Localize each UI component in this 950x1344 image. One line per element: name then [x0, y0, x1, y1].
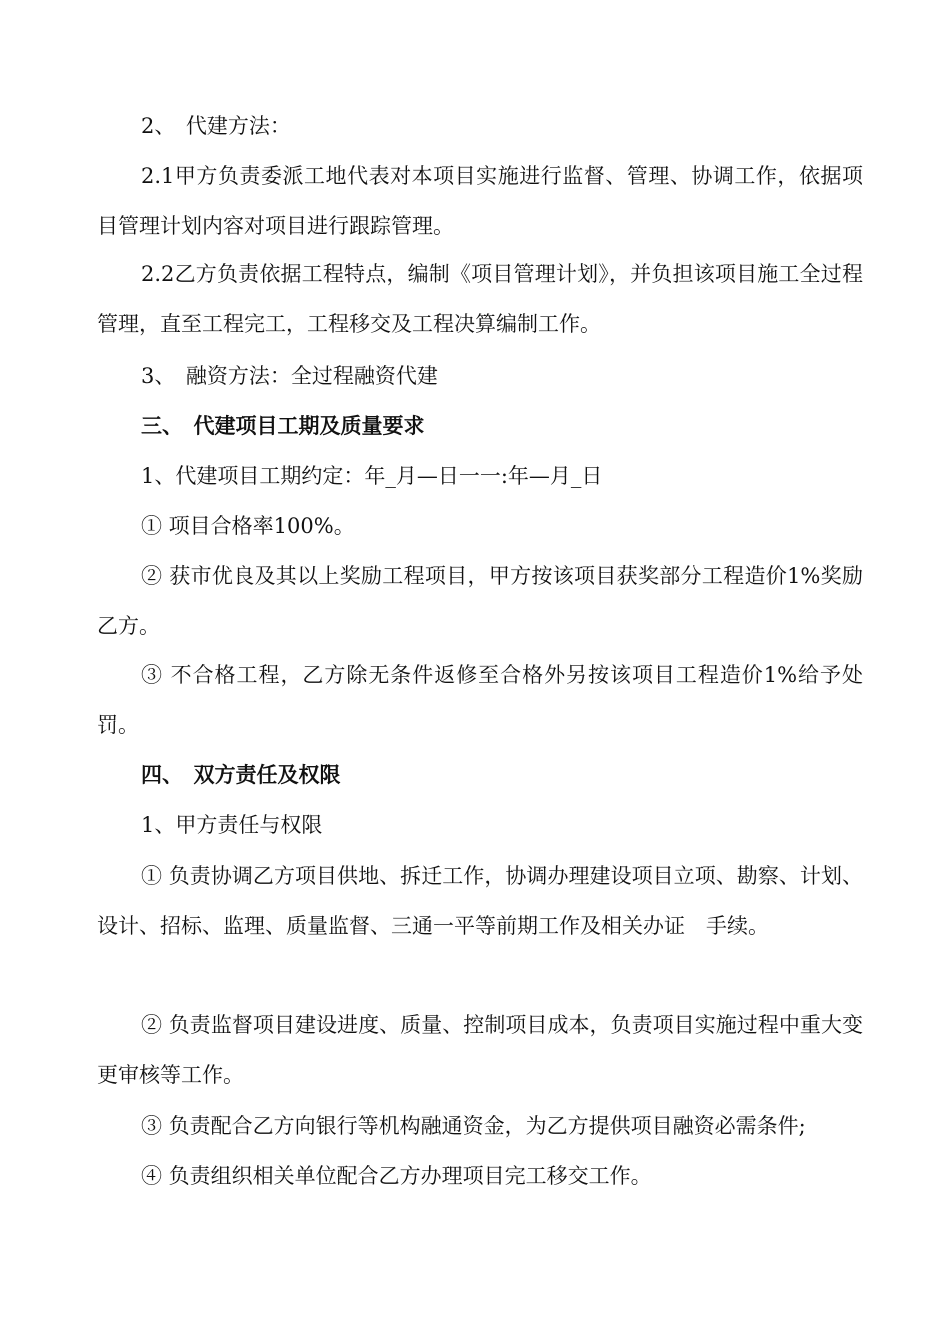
paragraph-financing-method: 3、 融资方法：全过程融资代建: [141, 364, 438, 388]
paragraph-party-a-item-3: ③ 负责配合乙方向银行等机构融通资金，为乙方提供项目融资必需条件;: [141, 1114, 806, 1138]
section-heading-3: 三、 代建项目工期及质量要求: [141, 413, 425, 438]
paragraph-method-heading: 2、 代建方法：: [141, 114, 291, 138]
paragraph-schedule: 1、代建项目工期约定：年_月—日一一:年—月_日: [141, 464, 603, 488]
paragraph-party-a-item-1: ① 负责协调乙方项目供地、拆迁工作，协调办理建设项目立项、勘察、计划、设计、招标、监理、质量监督、三通一平等前期工作及相关办证 手续。: [97, 864, 863, 938]
paragraph-party-a-item-2: ② 负责监督项目建设进度、质量、控制项目成本，负责项目实施过程中重大变更审核等工作。: [97, 1013, 863, 1087]
paragraph-pass-rate: ① 项目合格率100%。: [141, 514, 355, 538]
section-heading-4: 四、 双方责任及权限: [141, 762, 341, 787]
paragraph-2-1: 2.1甲方负责委派工地代表对本项目实施进行监督、管理、协调工作，依据项目管理计划内容对项目进行跟踪管理。: [97, 164, 863, 238]
paragraph-2-2: 2.2乙方负责依据工程特点，编制《项目管理计划》，并负担该项目施工全过程管理，直至工程完工，工程移交及工程决算编制工作。: [97, 262, 863, 336]
paragraph-penalty: ③ 不合格工程，乙方除无条件返修至合格外另按该项目工程造价1%给予处罚。: [97, 663, 863, 737]
paragraph-party-a-heading: 1、甲方责任与权限: [141, 813, 323, 837]
paragraph-party-a-item-4: ④ 负责组织相关单位配合乙方办理项目完工移交工作。: [141, 1164, 652, 1188]
paragraph-award: ② 获市优良及其以上奖励工程项目，甲方按该项目获奖部分工程造价1%奖励乙方。: [97, 564, 863, 638]
